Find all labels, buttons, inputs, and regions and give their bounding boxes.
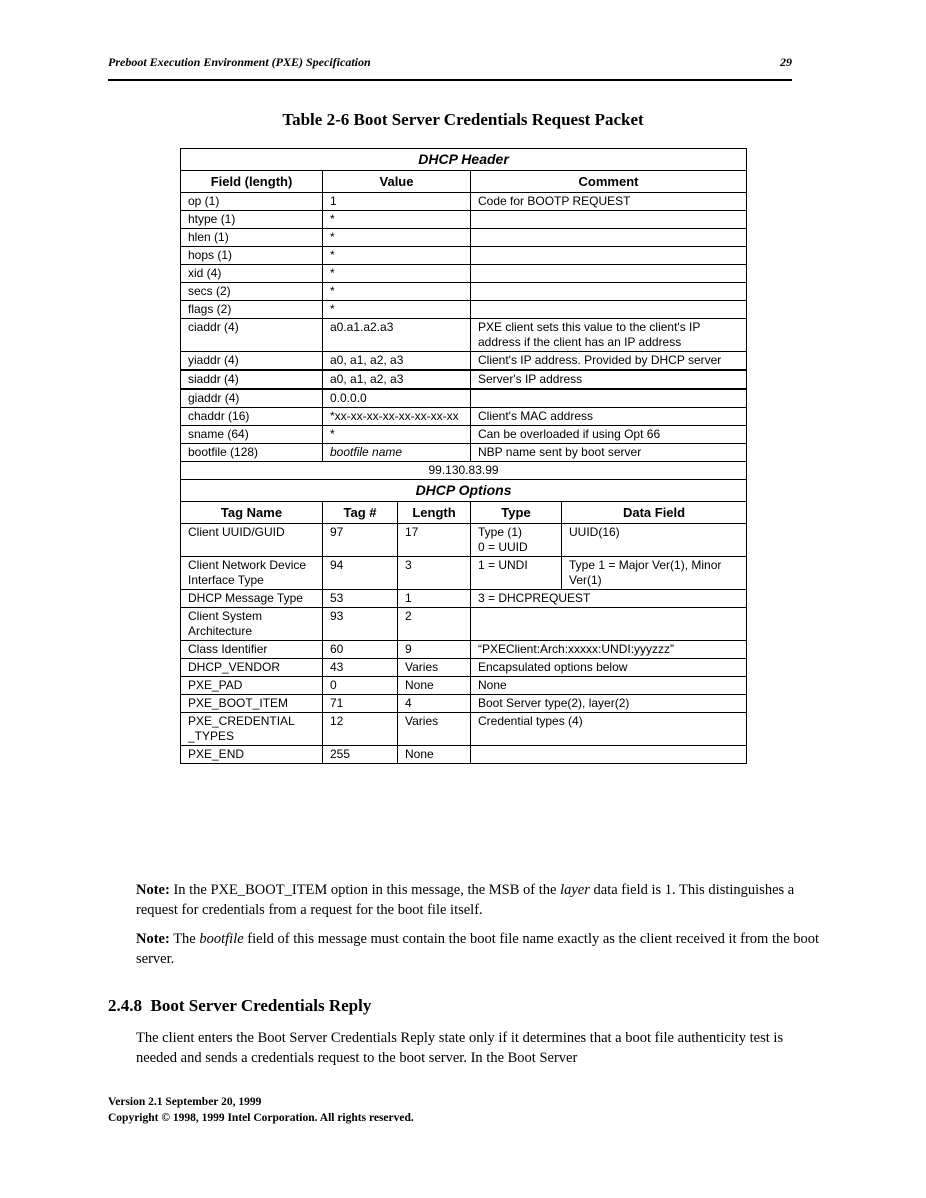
comment-cell: Client's IP address. Provided by DHCP server xyxy=(471,352,747,371)
comment-cell xyxy=(471,247,747,265)
value-cell: * xyxy=(323,265,471,283)
option-row xyxy=(181,641,747,659)
value-cell: * xyxy=(323,229,471,247)
col-header: Field (length) xyxy=(181,171,323,193)
comment-cell: Code for BOOTP REQUEST xyxy=(471,193,747,211)
length-cell: None xyxy=(398,677,471,695)
header-title: Preboot Execution Environment (PXE) Specification xyxy=(108,55,371,69)
option-row xyxy=(181,695,747,713)
option-row xyxy=(181,557,747,590)
tag-number-cell: 12 xyxy=(323,713,398,746)
section-title: Boot Server Credentials Reply xyxy=(150,996,372,1015)
tag-name-cell: PXE_END xyxy=(181,746,323,764)
col-header: Tag Name xyxy=(181,502,323,524)
tag-name-cell: DHCP_VENDOR xyxy=(181,659,323,677)
tag-name-cell: PXE_BOOT_ITEM xyxy=(181,695,323,713)
dhcp-header-title: DHCP Header xyxy=(181,149,747,171)
option-row xyxy=(181,746,747,764)
length-cell: None xyxy=(398,746,471,764)
field-cell: sname (64) xyxy=(181,426,323,444)
col-header: Comment xyxy=(471,171,747,193)
header-field-row xyxy=(181,370,747,389)
length-cell: 9 xyxy=(398,641,471,659)
option-row xyxy=(181,659,747,677)
field-cell: giaddr (4) xyxy=(181,389,323,408)
note-text: In the PXE_BOOT_ITEM option in this message, the MSB of the xyxy=(169,882,561,898)
type-data-cell: Encapsulated options below xyxy=(471,659,747,677)
value-cell: 1 xyxy=(323,193,471,211)
header-field-row xyxy=(181,389,747,408)
tag-number-cell: 93 xyxy=(323,608,398,641)
col-header: Type xyxy=(471,502,562,524)
tag-number-cell: 255 xyxy=(323,746,398,764)
note-2 xyxy=(136,929,826,969)
body-paragraph: The client enters the Boot Server Credentials Reply state only if it determines that a boot file authenticity test is needed and sends a credentials request to the boot server. In the Boot Server xyxy=(136,1030,784,1066)
field-cell: siaddr (4) xyxy=(181,370,323,389)
comment-cell: Client's MAC address xyxy=(471,408,747,426)
tag-name-cell: PXE_CREDENTIAL _TYPES xyxy=(181,713,323,746)
option-row xyxy=(181,524,747,557)
note-text: The xyxy=(169,931,200,947)
comment-cell: Can be overloaded if using Opt 66 xyxy=(471,426,747,444)
tag-number-cell: 43 xyxy=(323,659,398,677)
tag-name-cell: Client UUID/GUID xyxy=(181,524,323,557)
value-cell: * xyxy=(323,426,471,444)
note-label: Note: xyxy=(136,931,170,947)
length-cell: 1 xyxy=(398,590,471,608)
type-data-cell: None xyxy=(471,677,747,695)
header-field-row xyxy=(181,229,747,247)
header-field-row xyxy=(181,352,747,371)
col-header: Value xyxy=(323,171,471,193)
length-cell: 3 xyxy=(398,557,471,590)
value-cell: * xyxy=(323,283,471,301)
footer-version: Version 2.1 September 20, 1999 xyxy=(108,1096,262,1108)
tag-number-cell: 60 xyxy=(323,641,398,659)
running-header xyxy=(108,55,792,81)
option-row xyxy=(181,713,747,746)
field-cell: chaddr (16) xyxy=(181,408,323,426)
value-cell: a0, a1, a2, a3 xyxy=(323,370,471,389)
header-field-row xyxy=(181,211,747,229)
col-header: Tag # xyxy=(323,502,398,524)
data-field-cell: UUID(16) xyxy=(562,524,747,557)
comment-cell: PXE client sets this value to the client's IP address if the client has an IP address xyxy=(471,319,747,352)
value-cell: *xx-xx-xx-xx-xx-xx-xx-xx xyxy=(323,408,471,426)
tag-number-cell: 94 xyxy=(323,557,398,590)
option-row xyxy=(181,590,747,608)
option-row xyxy=(181,608,747,641)
value-cell: 0.0.0.0 xyxy=(323,389,471,408)
value-cell: bootfile name xyxy=(323,444,471,462)
field-cell: hops (1) xyxy=(181,247,323,265)
field-cell: secs (2) xyxy=(181,283,323,301)
tag-name-cell: Client System Architecture xyxy=(181,608,323,641)
comment-cell xyxy=(471,229,747,247)
options-title-row xyxy=(181,480,747,502)
header-field-row xyxy=(181,408,747,426)
tag-name-cell: Client Network Device Interface Type xyxy=(181,557,323,590)
field-cell: yiaddr (4) xyxy=(181,352,323,371)
header-field-row xyxy=(181,426,747,444)
note-text: data field is 1. This distinguishes a request for credentials from a request for the boot file itself. xyxy=(136,882,795,918)
length-cell: 17 xyxy=(398,524,471,557)
field-cell: flags (2) xyxy=(181,301,323,319)
table-caption: Table 2-6 Boot Server Credentials Request Packet xyxy=(282,110,644,129)
header-field-row xyxy=(181,265,747,283)
header-field-row xyxy=(181,444,747,462)
tag-number-cell: 97 xyxy=(323,524,398,557)
value-cell: * xyxy=(323,211,471,229)
value-cell: a0.a1.a2.a3 xyxy=(323,319,471,352)
field-cell: htype (1) xyxy=(181,211,323,229)
field-cell: hlen (1) xyxy=(181,229,323,247)
header-field-row xyxy=(181,283,747,301)
comment-cell xyxy=(471,211,747,229)
data-field-cell: Type 1 = Major Ver(1), Minor Ver(1) xyxy=(562,557,747,590)
comment-cell: Server's IP address xyxy=(471,370,747,389)
tag-number-cell: 71 xyxy=(323,695,398,713)
tag-number-cell: 53 xyxy=(323,590,398,608)
magic-cookie: 99.130.83.99 xyxy=(181,462,747,480)
header-field-row xyxy=(181,301,747,319)
type-data-cell: Boot Server type(2), layer(2) xyxy=(471,695,747,713)
note-emphasis: layer xyxy=(560,882,590,898)
type-data-cell: Credential types (4) xyxy=(471,713,747,746)
type-cell: 1 = UNDI xyxy=(471,557,562,590)
length-cell: Varies xyxy=(398,713,471,746)
note-1 xyxy=(136,880,826,920)
tag-name-cell: Class Identifier xyxy=(181,641,323,659)
type-cell: Type (1) 0 = UUID xyxy=(471,524,562,557)
comment-cell xyxy=(471,283,747,301)
section-number: 2.4.8 xyxy=(108,996,142,1015)
comment-cell xyxy=(471,389,747,408)
dhcp-options-title: DHCP Options xyxy=(181,480,747,502)
col-header: Data Field xyxy=(562,502,747,524)
type-data-cell xyxy=(471,746,747,764)
section-heading xyxy=(108,996,371,1016)
note-emphasis: bootfile xyxy=(199,931,244,947)
option-row xyxy=(181,677,747,695)
value-cell: a0, a1, a2, a3 xyxy=(323,352,471,371)
note-label: Note: xyxy=(136,882,170,898)
col-header: Length xyxy=(398,502,471,524)
value-cell: * xyxy=(323,247,471,265)
tag-name-cell: PXE_PAD xyxy=(181,677,323,695)
field-cell: ciaddr (4) xyxy=(181,319,323,352)
tag-name-cell: DHCP Message Type xyxy=(181,590,323,608)
length-cell: 4 xyxy=(398,695,471,713)
tag-number-cell: 0 xyxy=(323,677,398,695)
magic-cookie-row xyxy=(181,462,747,480)
type-data-cell: 3 = DHCPREQUEST xyxy=(471,590,747,608)
comment-cell: NBP name sent by boot server xyxy=(471,444,747,462)
header-field-row xyxy=(181,193,747,211)
field-cell: op (1) xyxy=(181,193,323,211)
comment-cell xyxy=(471,265,747,283)
field-cell: bootfile (128) xyxy=(181,444,323,462)
header-field-row xyxy=(181,247,747,265)
field-cell: xid (4) xyxy=(181,265,323,283)
type-data-cell: “PXEClient:Arch:xxxxx:UNDI:yyyzzz” xyxy=(471,641,747,659)
comment-cell xyxy=(471,301,747,319)
credentials-request-table xyxy=(180,148,747,764)
page-number: 29 xyxy=(780,55,792,69)
footer-copyright: Copyright © 1998, 1999 Intel Corporation. All rights reserved. xyxy=(108,1112,414,1124)
length-cell: 2 xyxy=(398,608,471,641)
note-text: field of this message must contain the boot file name exactly as the client received it from the boot server. xyxy=(136,931,820,967)
type-data-cell xyxy=(471,608,747,641)
header-field-row xyxy=(181,319,747,352)
value-cell: * xyxy=(323,301,471,319)
options-header-row xyxy=(181,502,747,524)
length-cell: Varies xyxy=(398,659,471,677)
